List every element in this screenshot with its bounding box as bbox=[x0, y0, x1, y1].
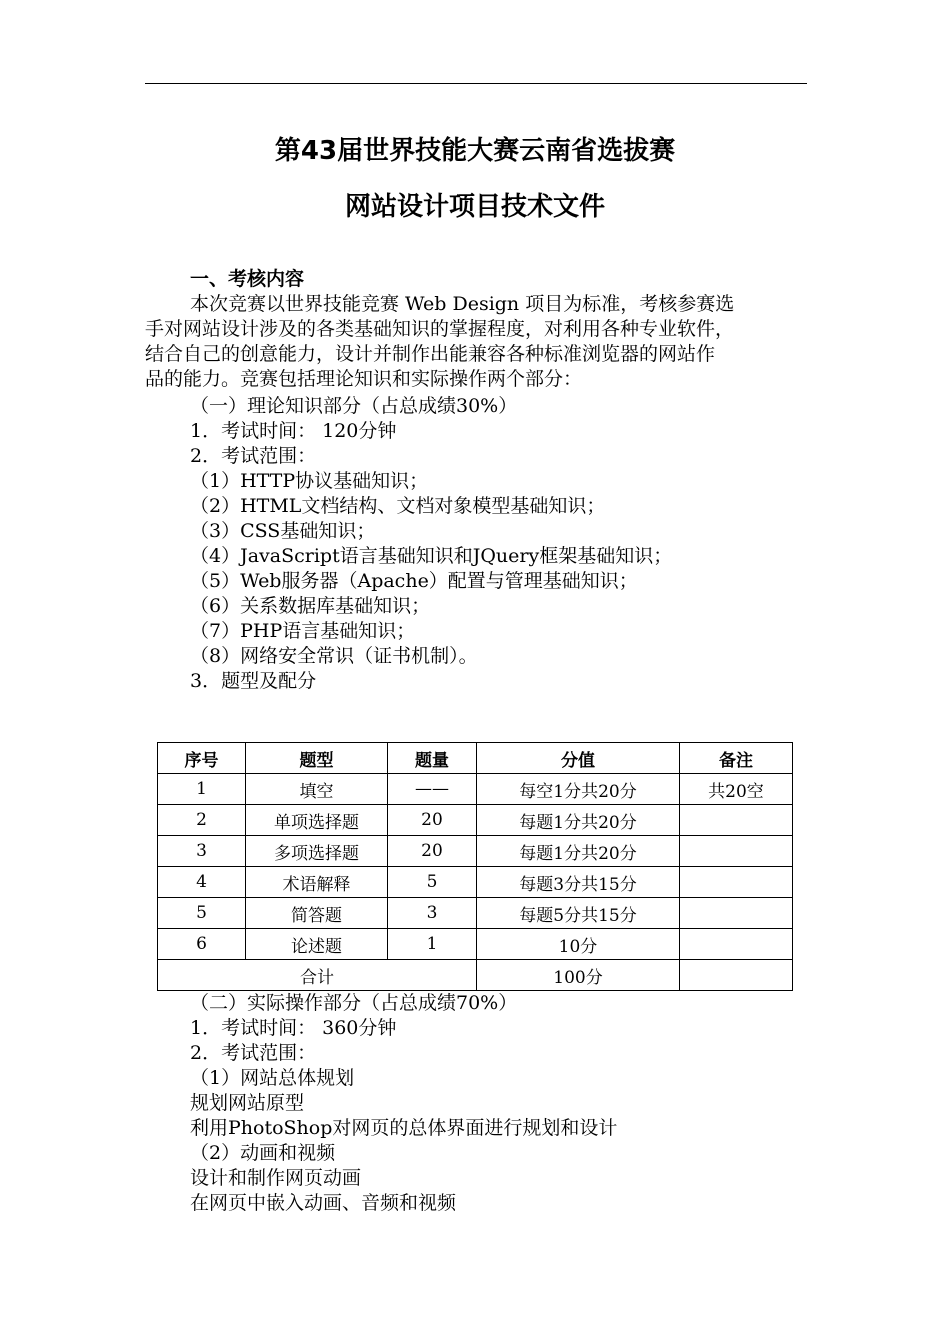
table-cell bbox=[680, 867, 793, 898]
table-cell: 多项选择题 bbox=[246, 836, 388, 867]
theory-scope-item: （8）网络安全常识（证书机制）。 bbox=[190, 645, 478, 667]
practice-scope-detail: 利用PhotoShop对网页的总体界面进行规划和设计 bbox=[190, 1117, 618, 1139]
theory-scope-item: （2）HTML文档结构、文档对象模型基础知识； bbox=[190, 495, 606, 517]
table-cell: 6 bbox=[158, 929, 246, 960]
table-cell: 20 bbox=[388, 805, 477, 836]
table-header-row bbox=[158, 743, 793, 774]
table-cell: 5 bbox=[388, 867, 477, 898]
theory-section-heading: （一）理论知识部分（占总成绩30%） bbox=[190, 395, 518, 417]
total-label-cell: 合计 bbox=[158, 960, 477, 991]
table-row bbox=[158, 898, 793, 929]
table-header-cell: 序号 bbox=[158, 743, 246, 774]
table-header-cell: 备注 bbox=[680, 743, 793, 774]
intro-paragraph-line: 本次竞赛以世界技能竞赛 Web Design 项目为标准，考核参赛选 bbox=[190, 293, 735, 315]
table-cell: 简答题 bbox=[246, 898, 388, 929]
intro-paragraph-line: 手对网站设计涉及的各类基础知识的掌握程度，对利用各种专业软件， bbox=[145, 318, 735, 340]
table-cell: 术语解释 bbox=[246, 867, 388, 898]
table-cell: 3 bbox=[388, 898, 477, 929]
theory-scope-item: （6）关系数据库基础知识； bbox=[190, 595, 431, 617]
score-table bbox=[157, 742, 793, 991]
section-heading-assessment: 一、考核内容 bbox=[190, 268, 305, 290]
document-title: 第43届世界技能大赛云南省选拔赛 bbox=[274, 136, 676, 166]
table-cell: 4 bbox=[158, 867, 246, 898]
theory-scope-item: （4）JavaScript语言基础知识和JQuery框架基础知识； bbox=[190, 545, 673, 567]
practice-scope-item: （1）网站总体规划 bbox=[190, 1067, 355, 1089]
table-cell bbox=[680, 929, 793, 960]
theory-exam-scope: 2．考试范围： bbox=[190, 445, 317, 467]
table-cell: 论述题 bbox=[246, 929, 388, 960]
document-subtitle: 网站设计项目技术文件 bbox=[344, 192, 605, 222]
table-cell: 3 bbox=[158, 836, 246, 867]
table-row bbox=[158, 805, 793, 836]
intro-paragraph-line: 结合自己的创意能力，设计并制作出能兼容各种标准浏览器的网站作 bbox=[145, 343, 716, 365]
table-cell bbox=[680, 836, 793, 867]
theory-scope-item: （7）PHP语言基础知识； bbox=[190, 620, 416, 642]
table-cell: 5 bbox=[158, 898, 246, 929]
table-cell: 10分 bbox=[477, 929, 680, 960]
theory-scope-item: （1）HTTP协议基础知识； bbox=[190, 470, 429, 492]
table-cell: 1 bbox=[388, 929, 477, 960]
table-cell bbox=[680, 960, 793, 991]
table-cell bbox=[680, 805, 793, 836]
table-cell: 1 bbox=[158, 774, 246, 805]
practice-exam-scope: 2．考试范围： bbox=[190, 1042, 317, 1064]
table-cell: 每题5分共15分 bbox=[477, 898, 680, 929]
table-header-cell: 分值 bbox=[477, 743, 680, 774]
table-cell: 20 bbox=[388, 836, 477, 867]
practice-scope-item: （2）动画和视频 bbox=[190, 1142, 336, 1164]
table-cell: 每题1分共20分 bbox=[477, 836, 680, 867]
table-row bbox=[158, 929, 793, 960]
theory-scope-item: （3）CSS基础知识； bbox=[190, 520, 376, 542]
theory-scope-item: （5）Web服务器（Apache）配置与管理基础知识； bbox=[190, 570, 638, 592]
header-rule bbox=[145, 83, 807, 84]
practice-scope-detail: 规划网站原型 bbox=[190, 1092, 305, 1114]
table-cell: 每空1分共20分 bbox=[477, 774, 680, 805]
theory-exam-time: 1．考试时间： 120分钟 bbox=[190, 420, 397, 442]
table-cell bbox=[680, 898, 793, 929]
table-cell: 共20空 bbox=[680, 774, 793, 805]
table-cell: —— bbox=[388, 774, 477, 805]
table-cell: 填空 bbox=[246, 774, 388, 805]
practice-scope-detail: 在网页中嵌入动画、音频和视频 bbox=[190, 1192, 457, 1214]
table-cell: 每题3分共15分 bbox=[477, 867, 680, 898]
table-total-row bbox=[158, 960, 793, 991]
table-header-cell: 题量 bbox=[388, 743, 477, 774]
table-row bbox=[158, 836, 793, 867]
practice-section-heading: （二）实际操作部分（占总成绩70%） bbox=[190, 992, 518, 1014]
table-cell: 每题1分共20分 bbox=[477, 805, 680, 836]
practice-scope-detail: 设计和制作网页动画 bbox=[190, 1167, 362, 1189]
question-types-heading: 3．题型及配分 bbox=[190, 670, 317, 692]
practice-exam-time: 1．考试时间： 360分钟 bbox=[190, 1017, 397, 1039]
table-row bbox=[158, 867, 793, 898]
table-cell: 单项选择题 bbox=[246, 805, 388, 836]
table-row bbox=[158, 774, 793, 805]
total-value-cell: 100分 bbox=[477, 960, 680, 991]
table-cell: 2 bbox=[158, 805, 246, 836]
table-header-cell: 题型 bbox=[246, 743, 388, 774]
intro-paragraph-line: 品的能力。竞赛包括理论知识和实际操作两个部分： bbox=[145, 368, 583, 390]
